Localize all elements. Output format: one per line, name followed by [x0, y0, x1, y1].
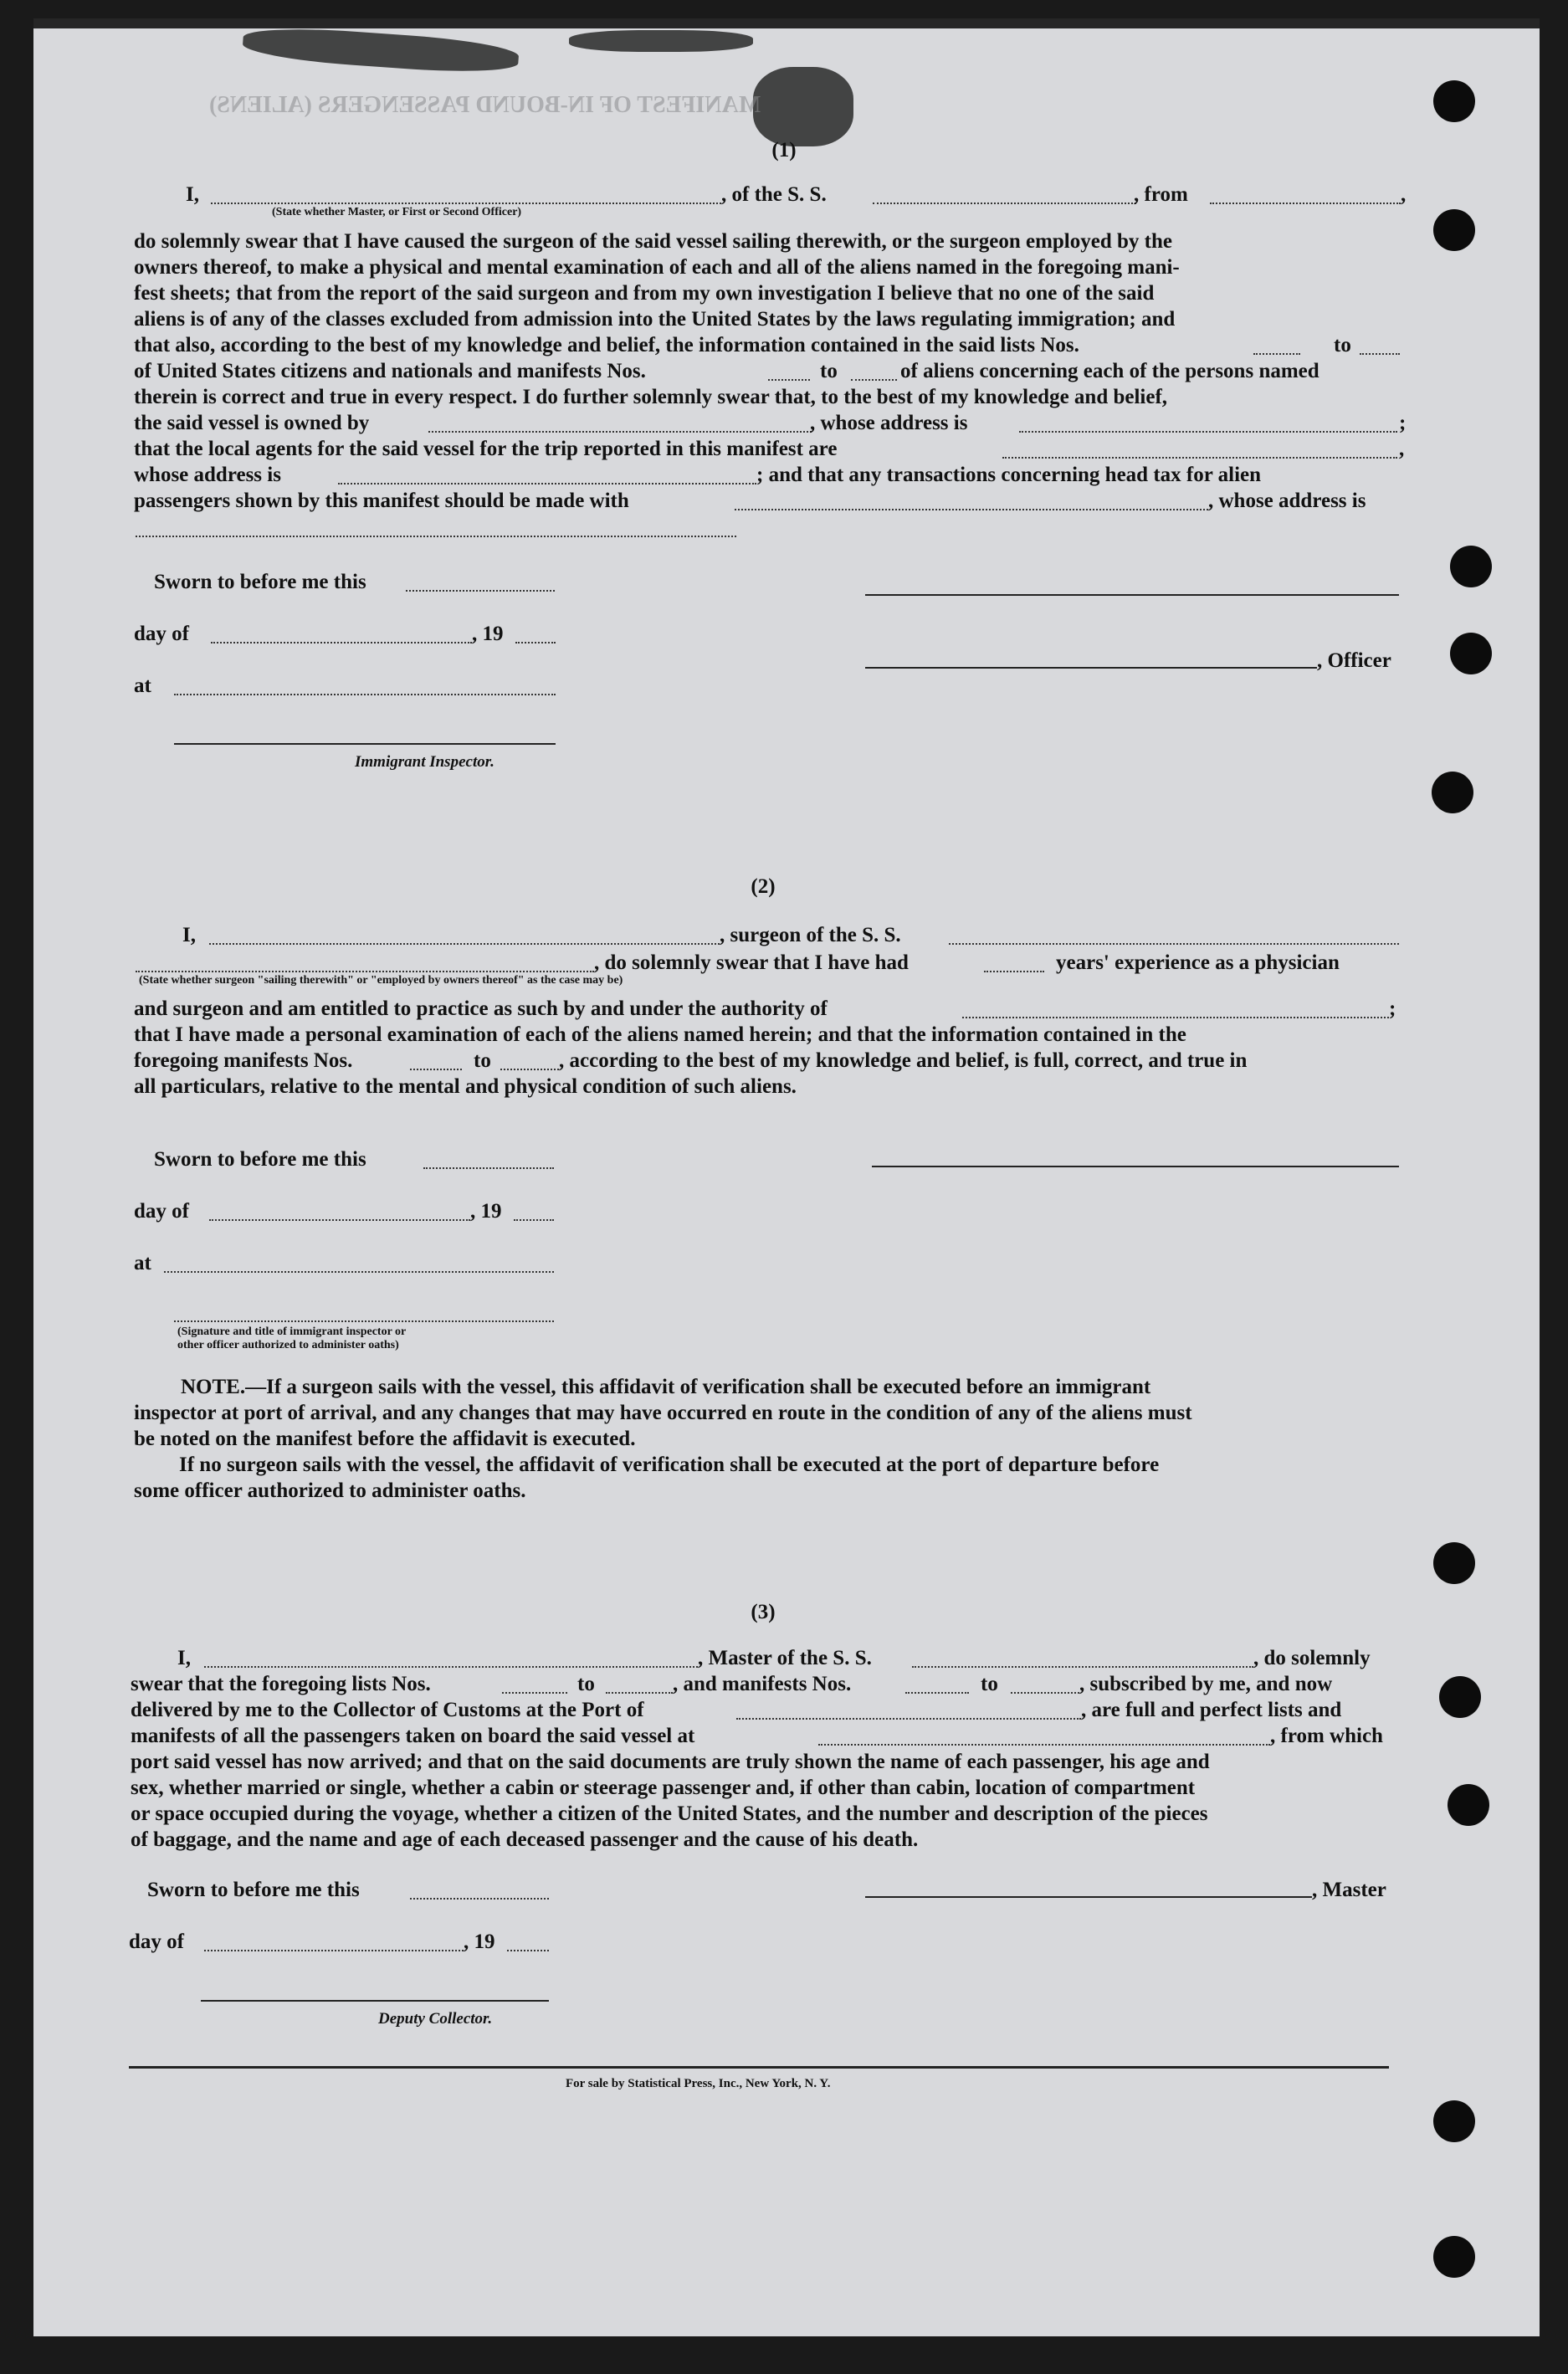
s3-para-line: sex, whether married or single, whether a cabin or steerage passenger and, if other than cabin, location of compartment — [131, 1777, 1196, 1799]
officer-signature-line — [865, 667, 1317, 669]
s1-para-line: the said vessel is owned by — [134, 412, 370, 434]
s3-para-line: swear that the foregoing lists Nos. — [131, 1673, 431, 1695]
s1-at: at — [134, 674, 151, 697]
s1-para-line: therein is correct and true in every respect. I do further solemnly swear that, to the best of my knowledge and belief, — [134, 386, 1168, 408]
punch-hole-2 — [1433, 209, 1475, 251]
s1-para-line: , whose address is — [1208, 490, 1366, 512]
s1-para-line: owners thereof, to make a physical and mental examination of each and all of the aliens named in the foregoing mani- — [134, 256, 1180, 279]
officer-signature-line-top — [865, 594, 1399, 596]
blank-s3-sworn-date — [410, 1898, 549, 1900]
s1-line1-comma: , — [1401, 183, 1407, 206]
s2-para-line: , according to the best of my knowledge and belief, is full, correct, and true in — [559, 1049, 1248, 1072]
s1-line1-from: , from — [1134, 183, 1188, 206]
collector-signature-line — [201, 2000, 549, 2002]
footer-text: For sale by Statistical Press, Inc., New York, N. Y. — [566, 2077, 831, 2090]
s3-para-line: , from which — [1270, 1725, 1383, 1747]
blank-head-tax-address — [136, 536, 736, 537]
blank-s3-lists-from — [502, 1692, 567, 1694]
s3-sworn: Sworn to before me this — [147, 1879, 360, 1901]
s2-note-line: some officer authorized to administer oaths. — [134, 1479, 526, 1502]
s2-sig-note-2: other officer authorized to administer oaths) — [177, 1339, 399, 1351]
s1-para-line: , whose address is — [810, 412, 968, 434]
s2-para-line: all particulars, relative to the mental and physical condition of such aliens. — [134, 1075, 797, 1098]
s2-line1-surgeon: , surgeon of the S. S. — [720, 924, 901, 946]
s3-para-line: of baggage, and the name and age of each deceased passenger and the cause of his death. — [131, 1828, 919, 1851]
s3-year: , 19 — [464, 1930, 495, 1953]
s2-day: day of — [134, 1200, 189, 1223]
note-lead: NOTE.— — [181, 1376, 267, 1398]
blank-owner-address — [1019, 431, 1397, 433]
s3-para-line: or space occupied during the voyage, whether a citizen of the United States, and the number and description of the pieces — [131, 1802, 1208, 1825]
s1-para-line: that also, according to the best of my knowledge and belief, the information contained in the said lists Nos. — [134, 334, 1079, 356]
s1-para-line: fest sheets; that from the report of the said surgeon and from my own investigation I believe that no one of the said — [134, 282, 1155, 305]
blank-s3-manifests-to — [1011, 1692, 1079, 1694]
s1-line1-note: (State whether Master, or First or Second Officer) — [272, 206, 522, 218]
scan-top-edge — [33, 18, 1540, 28]
s2-at: at — [134, 1252, 151, 1274]
s3-collector-label: Deputy Collector. — [378, 2010, 493, 2028]
blank-s3-lists-to — [606, 1692, 673, 1694]
s1-para-to: to — [1334, 334, 1351, 356]
punch-hole-8 — [1448, 1784, 1489, 1826]
s1-sworn: Sworn to before me this — [154, 571, 366, 593]
ink-smudge — [569, 30, 753, 52]
punch-hole-7 — [1439, 1676, 1481, 1718]
section-number-2: (2) — [751, 875, 776, 898]
s3-line1-i: I, — [177, 1647, 191, 1669]
blank-s2-year — [514, 1219, 554, 1221]
ink-smudge — [753, 67, 853, 146]
s1-para-line: do solemnly swear that I have caused the surgeon of the said vessel sailing therewith, or the surgeon employed by the — [134, 230, 1172, 253]
s2-note-line: If no surgeon sails with the vessel, the affidavit of verification shall be executed at the port of departure before — [179, 1454, 1160, 1476]
blank-from-port — [1210, 203, 1401, 204]
s2-line2b: years' experience as a physician — [1056, 951, 1340, 974]
s3-line1-master: , Master of the S. S. — [698, 1647, 872, 1669]
blank-s2-at — [164, 1271, 554, 1273]
blank-vessel-name — [873, 203, 1136, 204]
s1-para-to: to — [820, 360, 838, 382]
blank-owner — [428, 431, 812, 433]
blank-s3-year — [507, 1950, 549, 1951]
blank-year — [515, 642, 556, 643]
bleed-through-heading: MANIFEST OF IN-BOUND PASSENGERS (ALIENS) — [209, 92, 761, 118]
s2-para-line: and surgeon and am entitled to practice as such by and under the authority of — [134, 997, 828, 1020]
s2-para-line: foregoing manifests Nos. — [134, 1049, 353, 1072]
s2-sworn: Sworn to before me this — [154, 1148, 366, 1171]
blank-port-boarded — [818, 1744, 1270, 1746]
punch-hole-3 — [1450, 546, 1492, 587]
blank-years — [984, 971, 1044, 972]
s3-master: , Master — [1312, 1879, 1386, 1901]
blank-local-agents — [1002, 457, 1397, 459]
blank-head-tax-party — [735, 509, 1208, 510]
s2-sig-note-1: (Signature and title of immigrant inspector or — [177, 1325, 407, 1338]
blank-sworn-date — [406, 590, 555, 592]
s1-inspector-label: Immigrant Inspector. — [355, 753, 494, 771]
master-signature-line — [865, 1896, 1312, 1898]
blank-lists-to — [1360, 353, 1400, 355]
inspector-signature-line-2 — [174, 1320, 554, 1322]
blank-s3-day — [204, 1950, 464, 1951]
s3-para-to: to — [577, 1673, 595, 1695]
s1-year: , 19 — [472, 623, 504, 645]
s2-line2-note: (State whether surgeon "sailing therewith" or "employed by owners thereof" as the case may be) — [139, 974, 623, 987]
s1-officer: , Officer — [1317, 649, 1391, 672]
punch-hole-6 — [1433, 1542, 1475, 1584]
s1-para-line: aliens is of any of the classes excluded from admission into the United States by the laws regulating immigration; and — [134, 308, 1176, 331]
blank-master-name — [204, 1666, 698, 1668]
blank-officer-name — [211, 203, 721, 204]
s2-year: , 19 — [470, 1200, 502, 1223]
s2-line2a: , do solemnly swear that I have had — [594, 951, 909, 974]
s1-para-line: of aliens concerning each of the persons named — [900, 360, 1319, 382]
s3-para-to: to — [981, 1673, 998, 1695]
blank-surgeon-name — [209, 943, 720, 945]
s2-para-to: to — [474, 1049, 491, 1072]
s3-day: day of — [129, 1930, 184, 1953]
s1-para-line: that the local agents for the said vessel for the trip reported in this manifest are — [134, 438, 838, 460]
surgeon-signature-line — [872, 1166, 1399, 1167]
s1-para-line: whose address is — [134, 464, 281, 486]
s1-para-line: passengers shown by this manifest should be made with — [134, 490, 629, 512]
blank-surgeon-status — [136, 971, 594, 972]
s1-para-line: ; — [1399, 412, 1407, 434]
blank-authority — [962, 1017, 1389, 1018]
s2-note-line: inspector at port of arrival, and any changes that may have occurred en route in the condition of any of the aliens must — [134, 1402, 1192, 1424]
s1-line1-ss: , of the S. S. — [721, 183, 827, 206]
blank-lists-from — [1253, 353, 1300, 355]
blank-s2-manifest-to — [500, 1069, 559, 1070]
s2-para-line: that I have made a personal examination of each of the aliens named herein; and that the information contained in the — [134, 1023, 1186, 1046]
blank-s2-day — [209, 1219, 470, 1221]
s1-day: day of — [134, 623, 189, 645]
blank-at-place — [174, 694, 556, 695]
s3-para-line: , are full and perfect lists and — [1081, 1699, 1342, 1721]
punch-hole-9 — [1433, 2100, 1475, 2142]
blank-agents-address — [338, 483, 756, 485]
inspector-signature-line — [174, 743, 556, 745]
punch-hole-5 — [1432, 772, 1473, 813]
blank-manifests-from — [768, 379, 810, 381]
punch-hole-4 — [1450, 633, 1492, 674]
blank-s2-manifest-from — [410, 1069, 462, 1070]
s2-line1-i: I, — [182, 924, 196, 946]
blank-s3-manifests-from — [905, 1692, 969, 1694]
punch-hole-10 — [1433, 2236, 1475, 2278]
blank-s2-sworn-date — [423, 1167, 554, 1169]
s3-para-line: , subscribed by me, and now — [1079, 1673, 1333, 1695]
s2-note-line: NOTE.—If a surgeon sails with the vessel, this affidavit of verification shall be executed before an immigrant — [181, 1376, 1151, 1398]
s3-para-line: port said vessel has now arrived; and that on the said documents are truly shown the name of each passenger, his age and — [131, 1751, 1210, 1773]
s2-note-line: be noted on the manifest before the affidavit is executed. — [134, 1428, 636, 1450]
blank-s3-vessel — [912, 1666, 1253, 1668]
blank-day — [211, 642, 472, 643]
s3-para-line: manifests of all the passengers taken on board the said vessel at — [131, 1725, 695, 1747]
section-number-1: (1) — [771, 139, 797, 162]
section-number-3: (3) — [751, 1601, 776, 1623]
s1-line1-i: I, — [186, 183, 199, 206]
s2-para-line: ; — [1389, 997, 1396, 1020]
s3-para-line: delivered by me to the Collector of Customs at the Port of — [131, 1699, 644, 1721]
s3-para-line: , and manifests Nos. — [673, 1673, 852, 1695]
s1-para-line: ; and that any transactions concerning head tax for alien — [756, 464, 1262, 486]
blank-port-of — [736, 1718, 1081, 1720]
footer-rule — [129, 2066, 1389, 2069]
s1-para-line: of United States citizens and nationals and manifests Nos. — [134, 360, 646, 382]
s3-line1-end: , do solemnly — [1253, 1647, 1371, 1669]
punch-hole-1 — [1433, 80, 1475, 122]
s1-para-line: , — [1399, 438, 1405, 460]
blank-manifests-to — [851, 379, 897, 381]
blank-s2-vessel — [949, 943, 1399, 945]
